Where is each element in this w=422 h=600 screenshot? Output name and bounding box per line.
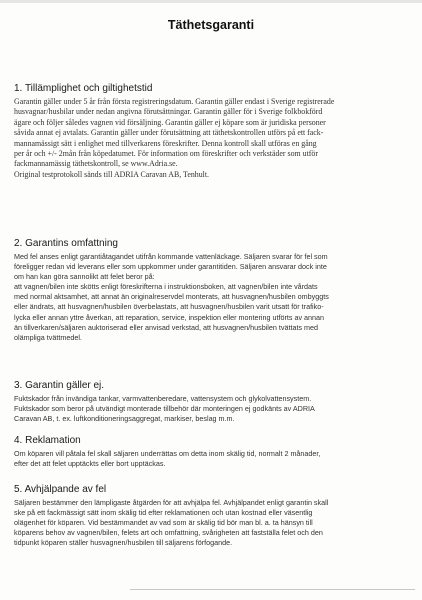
- text-line: såvida annat ej avtalats. Garantin gäller under förutsättning att täthetskontrollen utförs på ett fack-: [14, 128, 324, 138]
- text-line: ske på ett fackmässigt sätt inom skälig tid efter reklamationen och utan kostnad eller väsentlig: [14, 508, 313, 518]
- page-edge: [0, 0, 422, 3]
- section-body: [14, 394, 409, 424]
- text-line: fackmannamässig täthetskontroll, se www.Adria.se.: [14, 159, 178, 169]
- section-applicability: [14, 83, 409, 180]
- text-line: Säljaren bestämmer den lämpligaste åtgärden för att avhjälpa fel. Avhjälpandet enligt garantin skall: [14, 498, 329, 507]
- section-body: [14, 97, 409, 180]
- text-line: om han kan göra sannolikt att felet beror på:: [14, 272, 155, 282]
- text-line: med normal aktsamhet, att annat än originalreservdel monterats, att husvagnen/husbilen ombyggts: [14, 292, 329, 302]
- text-line: efter det att felet upptäckts eller bort upptäckas.: [14, 459, 166, 469]
- text-line: föreligger redan vid leverans eller som uppkommer under garantitiden. Säljaren ansvarar dock inte: [14, 262, 327, 272]
- section-body: [14, 449, 409, 469]
- text-line: Original testprotokoll sänds till ADRIA Caravan AB, Tenhult.: [14, 169, 210, 179]
- section-heading: 1. Tillämplighet och giltighetstid: [14, 83, 153, 94]
- section-body: [14, 252, 409, 343]
- text-line: olägenhet för köparen. Vid bestämmandet av vad som är skälig tid bör man bl. a. ta hänsyn till: [14, 518, 313, 528]
- text-line: per år och +/- 2mån från köpedatumet. För information om föreskrifter och verkstäder som utför: [14, 149, 318, 159]
- text-line: Fuktskador som beror på utvändigt monterade tillbehör där monteringen ej godkänts av ADRIA: [14, 404, 315, 414]
- text-line: husvagnar/husbilar under nedan angivna förutsättningar. Garantin gäller för i Sverige folkbokförd: [14, 107, 323, 117]
- section-remedy: [14, 484, 409, 548]
- page-title: Täthetsgaranti: [167, 18, 255, 32]
- section-exclusions: [14, 380, 409, 424]
- section-heading: 5. Avhjälpande av fel: [14, 484, 107, 495]
- text-line: Caravan AB, t. ex. luftkonditioneringsaggregat, markiser, beslag m.m.: [14, 414, 235, 424]
- text-line: att vagnen/bilen inte skötts enligt föreskrifterna i instruktionsboken, att vagnen/bilen inte vårdats: [14, 282, 318, 292]
- text-line: Garantin gäller under 5 år från första registreringsdatum. Garantin gäller endast i Sverige registrerade: [14, 97, 335, 106]
- text-line: olämpliga tvättmedel.: [14, 332, 82, 342]
- text-line: ägare och följer således vagnen vid försäljning. Garantin gäller ej köpare som är juridiska personer: [14, 117, 326, 127]
- section-heading: 2. Garantins omfattning: [14, 238, 118, 249]
- text-line: Med fel anses enligt garantiåtagandet utifrån kommande vattenläckage. Säljaren svarar för fel som: [14, 252, 328, 261]
- text-line: köparens behov av vagnen/bilen, felets art och omfattning, svårigheten att fastställa felet och den: [14, 528, 323, 538]
- page-divider: [130, 589, 415, 590]
- text-line: eller ändrats, att husvagnen/husbilen överbelastats, att husvagnen/husbilen varit utsatt för trafiko-: [14, 302, 324, 312]
- text-line: tidpunkt köparen ställer husvagnen/husbilen till säljarens förfogande.: [14, 538, 233, 548]
- text-line: än tillverkaren/säljaren auktoriserad eller anvisad verkstad, att husvagnen/husbilen tvättats med: [14, 322, 319, 332]
- section-heading: 3. Garantin gäller ej.: [14, 380, 105, 391]
- section-body: [14, 498, 409, 548]
- text-line: Om köparen vill påtala fel skall säljaren underrättas om detta inom skälig tid, normalt 2 månader,: [14, 449, 321, 458]
- section-scope: [14, 238, 409, 343]
- section-heading: 4. Reklamation: [14, 435, 81, 446]
- text-line: Fuktskador från invändiga tankar, varmvattenberedare, vattensystem och glykolvattensystem.: [14, 394, 312, 403]
- section-complaint: [14, 435, 409, 469]
- text-line: mannamässigt sätt i enlighet med tillverkarens föreskrifter. Denna kontroll skall utföras en gång: [14, 138, 317, 148]
- text-line: lycka eller annan yttre åverkan, att reparation, service, inspektion eller montering utförts av annan: [14, 312, 325, 322]
